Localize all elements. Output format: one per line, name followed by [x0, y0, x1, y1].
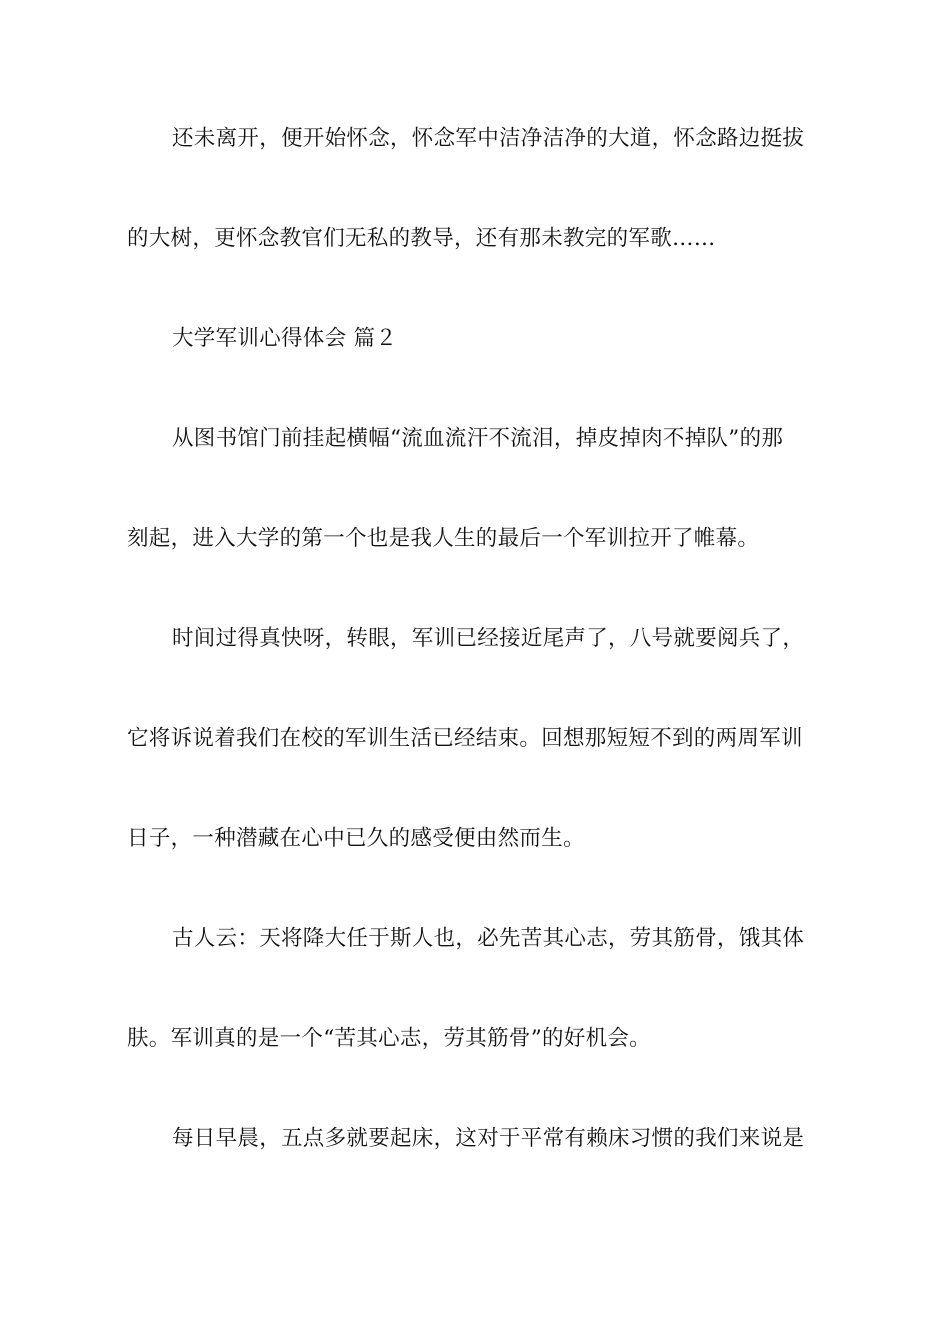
paragraph-1-line-2: 的大树，更怀念教官们无私的教导，还有那未教完的军歌…… [127, 226, 716, 251]
paragraph-1-line-1: 还未离开，便开始怀念，怀念军中洁净洁净的大道，怀念路边挺拔 [172, 126, 805, 151]
section-heading: 大学军训心得体会 篇２ [172, 326, 398, 351]
paragraph-2-line-2: 刻起，进入大学的第一个也是我人生的最后一个军训拉开了帷幕。 [127, 526, 760, 551]
paragraph-4-line-2: 肤。军训真的是一个“苦其心志，劳其筋骨”的好机会。 [127, 1026, 651, 1051]
paragraph-3-line-1: 时间过得真快呀，转眼，军训已经接近尾声了，八号就要阅兵了， [172, 626, 805, 651]
paragraph-4-line-1: 古人云：天将降大任于斯人也，必先苦其心志，劳其筋骨，饿其体 [172, 926, 805, 951]
paragraph-2-line-1: 从图书馆门前挂起横幅“流血流汗不流泪，掉皮掉肉不掉队”的那 [172, 426, 784, 451]
paragraph-5-line-1: 每日早晨，五点多就要起床，这对于平常有赖床习惯的我们来说是 [172, 1126, 805, 1151]
paragraph-3-line-2: 它将诉说着我们在校的军训生活已经结束。回想那短短不到的两周军训 [127, 726, 803, 751]
paragraph-3-line-3: 日子，一种潜藏在心中已久的感受便由然而生。 [127, 826, 585, 851]
